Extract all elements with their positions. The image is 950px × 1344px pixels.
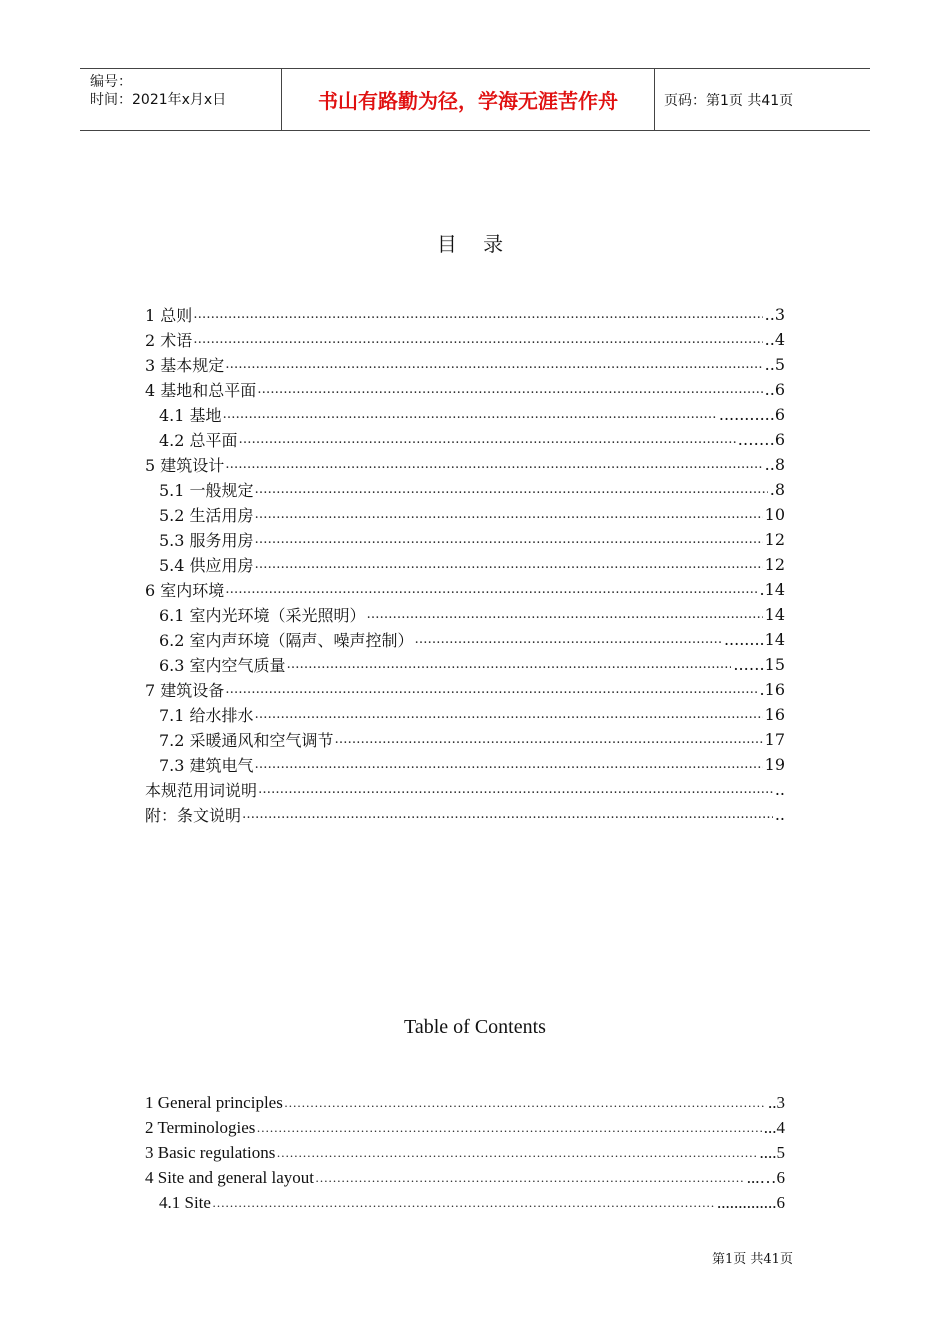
toc-entry-label: 7.2 采暖通风和空气调节 xyxy=(159,731,334,750)
toc-entry[interactable] xyxy=(145,652,785,677)
toc-entry-page: ..3 xyxy=(764,305,785,324)
toc-entry-page: 16 xyxy=(764,705,785,724)
toc-leader-dots xyxy=(276,1145,757,1161)
toc-entry-label: 5.1 一般规定 xyxy=(159,481,254,500)
header-page-number: 页码：第1页 共41页 xyxy=(664,92,794,109)
toc-title: 目 录 xyxy=(436,232,514,256)
toc-entry[interactable] xyxy=(145,752,785,777)
toc-leader-dots xyxy=(255,557,763,572)
toc-entry-label: 4 Site and general layout xyxy=(145,1167,315,1187)
toc-leader-dots xyxy=(258,782,773,797)
toc-leader-dots xyxy=(239,432,736,447)
toc-entry-page: ...........6 xyxy=(718,405,785,424)
toc-leader-dots xyxy=(225,457,762,472)
toc-entry-label: 5 建筑设计 xyxy=(145,456,225,475)
toc-entry-page: ...…6 xyxy=(746,1167,785,1187)
toc-entry[interactable] xyxy=(145,602,785,627)
document-number-label: 编号： xyxy=(90,74,132,90)
toc-entry-label: 6 室内环境 xyxy=(145,581,225,600)
toc-leader-dots xyxy=(257,382,762,397)
toc-entry-page: .16 xyxy=(759,680,785,699)
header-motto: 书山有路勤为径，学海无涯苦作舟 xyxy=(282,69,655,130)
toc-leader-dots xyxy=(225,582,757,597)
toc-entry[interactable] xyxy=(145,327,785,352)
toc-entry-page: 17 xyxy=(764,730,785,749)
toc-entry-page: ..….15 xyxy=(733,655,785,674)
toc-entry[interactable] xyxy=(145,452,785,477)
toc-leader-dots xyxy=(287,657,732,672)
toc-entry-label: 6.2 室内声环境（隔声、噪声控制） xyxy=(159,631,414,650)
toc-entry-page: .8 xyxy=(769,480,785,499)
toc-leader-dots xyxy=(335,732,763,747)
toc-entry-page: 10 xyxy=(764,505,785,524)
toc-leader-dots xyxy=(242,807,773,822)
toc-entry[interactable] xyxy=(145,552,785,577)
toc-entry-label: 7.3 建筑电气 xyxy=(159,756,254,775)
toc-entry-label: 2 Terminologies xyxy=(145,1117,256,1137)
toc-entry-page: ...4 xyxy=(763,1117,785,1137)
toc-entry-page: .……6 xyxy=(737,430,785,449)
toc-entry-page: .. xyxy=(774,805,785,824)
toc-entry[interactable] xyxy=(145,302,785,327)
toc-entry-label: 5.4 供应用房 xyxy=(159,556,254,575)
toc-entry-label: 4.1 Site xyxy=(159,1192,211,1212)
toc-entry[interactable] xyxy=(145,777,785,802)
toc-leader-dots xyxy=(223,407,717,422)
toc-leader-dots xyxy=(415,632,722,647)
toc-leader-dots xyxy=(255,707,763,722)
toc-entry-page: ..8 xyxy=(764,455,785,474)
toc-entry[interactable] xyxy=(145,377,785,402)
toc-entry-label: 7.1 给水排水 xyxy=(159,706,254,725)
toc-entry[interactable] xyxy=(145,502,785,527)
toc-entry[interactable] xyxy=(145,727,785,752)
toc-entry[interactable] xyxy=(145,527,785,552)
toc-entry-page: ..5 xyxy=(764,355,785,374)
toc-entry[interactable] xyxy=(145,352,785,377)
page-header xyxy=(80,68,870,131)
toc-entry[interactable] xyxy=(145,1190,785,1215)
page-footer: 第1页 共41页 xyxy=(712,1252,793,1267)
toc-entry[interactable] xyxy=(145,627,785,652)
header-info-cell xyxy=(80,69,282,130)
toc-entry[interactable] xyxy=(145,677,785,702)
toc-entry-page: 19 xyxy=(764,755,785,774)
toc-entry-label: 7 建筑设备 xyxy=(145,681,225,700)
toc-entry[interactable] xyxy=(145,1090,785,1115)
toc-entry-label: 1 总则 xyxy=(145,306,193,325)
toc-leader-dots xyxy=(193,307,762,322)
toc-entry[interactable] xyxy=(145,402,785,427)
toc-list-chinese xyxy=(145,302,785,827)
toc-entry[interactable] xyxy=(145,1140,785,1165)
toc-entry-page: 12 xyxy=(764,555,785,574)
toc-entry[interactable] xyxy=(145,577,785,602)
toc-entry[interactable] xyxy=(145,1165,785,1190)
toc-entry-label: 3 Basic regulations xyxy=(145,1142,276,1162)
toc-entry-page: .. xyxy=(774,780,785,799)
toc-entry-label: 4.1 基地 xyxy=(159,406,222,425)
toc-leader-dots xyxy=(255,482,768,497)
toc-entry-label: 4 基地和总平面 xyxy=(145,381,257,400)
toc-list-english xyxy=(145,1090,785,1215)
toc-entry-label: 1 General principles xyxy=(145,1092,283,1112)
toc-leader-dots xyxy=(193,332,762,347)
toc-entry-label: 5.2 生活用房 xyxy=(159,506,254,525)
toc-title-english: Table of Contents xyxy=(404,1016,546,1038)
toc-leader-dots xyxy=(255,532,763,547)
toc-entry-page: 14 xyxy=(764,605,785,624)
toc-entry[interactable] xyxy=(145,427,785,452)
toc-leader-dots xyxy=(212,1195,715,1211)
toc-entry-page: ........14 xyxy=(723,630,785,649)
toc-leader-dots xyxy=(367,607,763,622)
toc-entry-label: 5.3 服务用房 xyxy=(159,531,254,550)
toc-entry-page: .14 xyxy=(759,580,785,599)
toc-entry-page: ..3 xyxy=(768,1092,785,1112)
toc-entry[interactable] xyxy=(145,702,785,727)
toc-leader-dots xyxy=(255,507,763,522)
toc-entry[interactable] xyxy=(145,477,785,502)
toc-leader-dots xyxy=(284,1095,766,1111)
toc-entry-label: 3 基本规定 xyxy=(145,356,225,375)
toc-entry[interactable] xyxy=(145,802,785,827)
toc-entry-label: 4.2 总平面 xyxy=(159,431,238,450)
toc-leader-dots xyxy=(225,682,757,697)
toc-entry-page: ..............6 xyxy=(717,1192,785,1212)
toc-entry[interactable] xyxy=(145,1115,785,1140)
toc-entry-label: 6.1 室内光环境（采光照明） xyxy=(159,606,366,625)
toc-leader-dots xyxy=(256,1120,761,1136)
toc-entry-label: 本规范用词说明 xyxy=(145,781,258,800)
toc-leader-dots xyxy=(225,357,762,372)
document-time-label: 时间：2021年x月x日 xyxy=(90,92,227,108)
toc-entry-page: ..6 xyxy=(764,380,785,399)
toc-leader-dots xyxy=(255,757,763,772)
toc-leader-dots xyxy=(315,1170,745,1186)
toc-entry-page: ..4 xyxy=(764,330,785,349)
toc-entry-label: 附：条文说明 xyxy=(145,806,242,825)
toc-entry-label: 6.3 室内空气质量 xyxy=(159,656,286,675)
toc-entry-page: 12 xyxy=(764,530,785,549)
toc-entry-label: 2 术语 xyxy=(145,331,193,350)
toc-entry-page: ....5 xyxy=(759,1142,785,1162)
